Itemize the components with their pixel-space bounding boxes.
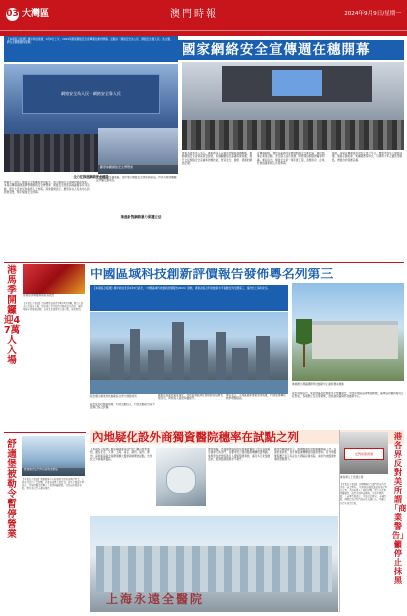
section-name: 大灣區: [22, 9, 50, 19]
side-story-1-caption: 香港馬季開鑼現場氣氛熱烈: [23, 294, 55, 297]
subhead-protection: 推進針對網絡暴力保護立法: [120, 215, 162, 219]
side-story-2-title[interactable]: 舒適堡被勒令暫停營業: [7, 439, 17, 540]
secondary-photo[interactable]: [98, 128, 178, 174]
section-divider: [4, 262, 404, 263]
expo-photo[interactable]: [182, 62, 404, 150]
expo-screen: [272, 70, 322, 96]
lab-glove: [166, 466, 196, 494]
hospital-photo[interactable]: [90, 516, 338, 612]
side-story-2-photo[interactable]: [22, 436, 85, 476]
story2-body-col2: 廣東在高新技術產業化、科技促進經濟社會發展等指標表現突出，研發投入強度持續提升。: [158, 394, 223, 401]
story3-body-col1: 【本報綜合報道】國家衛健委等部門近日聯合發布通知，擬在北京、天津、上海、南京、蘇州、福州、廣州、深圳和海南全島開展擴大醫療領域開放試點，允許設立外商獨資醫院。: [90, 448, 153, 462]
story2-caption-left: 報告顯示廣東科技創新綜合實力穩居前列: [90, 395, 137, 398]
side-story-1-body: 【本報綜合報道】香港賽馬會新馬季9月8日開鑼，吸引大批市民及旅客入場。馬會表示當日總投注額創近年新高，場內舉辦多項慶祝活動，包括文化表演及美食市集，氣氛熱烈。: [23, 302, 84, 312]
main-photo-caption: 全力任推進網絡安全建設: [73, 175, 109, 179]
tower: [232, 348, 248, 384]
side-story-2-caption: 舒適堡分店門外有消費者聚集: [22, 468, 85, 476]
tower: [130, 329, 140, 384]
tower: [148, 350, 164, 384]
city-skyline-photo[interactable]: [90, 312, 288, 394]
tower: [190, 340, 208, 384]
story3-body-col3: 廣州市衛健委表示，將積極做好試點相關準備工作，完善配套政策，為外資醫療機構落地提供便利。有外資醫療集團已表示有意在大灣區投資設院，看好內地醫療市場的發展潛力。: [274, 448, 337, 462]
side-divider: [4, 432, 86, 433]
tower: [110, 344, 124, 384]
main-body-col2: 博覽會設置多個展區，集中展示網絡安全技術與產品，市民可親身體驗反詐騙互動項目。: [96, 176, 177, 183]
story2-caption-right: 粵港澳大灣區國際科技創新中心建設穩步推進: [292, 383, 344, 386]
main-body-col1: 開幕式上發布了網絡安全相關政策和報告，展示網絡安全領域的最新成果。本屆宣傳週期間還將舉辦網絡安全博覽會、網絡安全技術高峰論壇等系列活動，吸引大量市民和業界人士參與。與會嘉賓表示，要堅持以人民為中心的發展思想，築牢網絡安全屏障。: [4, 181, 90, 195]
main-body-col4: 宣傳週期間，廣州各區將同步開展網絡安全進社區、進校園、進企業等活動，普及個人信息保護、防範電信網絡詐騙等知識。專家指出，網絡安全是一項系統工程，需要政府、企業、社會組織和個人共同參與。: [257, 152, 328, 166]
secondary-photo-caption: 觀眾參觀網絡安全博覽會: [98, 165, 178, 174]
issue-date: 2024年9月9日/星期一: [344, 11, 401, 17]
side-story-1-photo[interactable]: [23, 264, 85, 294]
side-story-3-photo[interactable]: [340, 432, 388, 474]
story2-body-col1: 報告從科技創新環境、科技活動投入、科技活動產出等方面進行綜合評價。: [90, 403, 155, 410]
story2-body-col3: 專家表示，大灣區創新要素加速集聚，科技成果轉化效率明顯提高。: [226, 394, 286, 401]
side-story-2-body: 【本報綜合報道】連鎖健身中心舒適堡突然宣布暫停營業，大批會員及員工受影響。消委會接獲大量投訴，涉及金額逾千萬港元。當局呼籲受影響人士保留相關單據，盡快向消委會求助，警方亦已介入調查事件。: [22, 478, 85, 491]
main-body-col3: 廣東省委負責人表示，廣東將深入貫徹落實網絡強國戰略，推動網絡安全產業高質量發展，加強關鍵信息基礎設施保護，提升全民網絡安全意識和防護技能，營造安全、健康、清朗的網絡空間。: [182, 152, 253, 166]
side-story-3-title[interactable]: 港各界反對美所謂「商業警告」籲停止抹黑: [390, 431, 407, 585]
tower: [216, 332, 226, 384]
expo-visitors: [182, 120, 404, 150]
palm-tree: [296, 319, 312, 367]
protest-banner: 反對抹黑香港: [344, 448, 384, 460]
main-lead: [4, 36, 178, 62]
side-story-3-caption: 港各界人士表達立場: [340, 476, 364, 479]
innovation-building: [312, 321, 398, 359]
main-body-col5: 據悉，本屆宣傳週還首次設立青少年日，聚焦未成年人網絡保護，通過主題班會、知識競賽等形式，引導青少年正確使用網絡，增強自我保護意識。: [332, 152, 403, 162]
main-headline[interactable]: 國家網絡安全宣傳週在穗開幕: [182, 42, 371, 58]
side-story-3-body: 【本報綜合報道】美國國務院等部門發布所謂香港「商業警告」，特區政府強烈譴責並表示堅決反對。香港各界人士紛紛發聲，指美方此舉罔顧事實、抹黑香港營商環境，干涉中國內政。工商界代表表示，香港法治健全、市場開放，國際投資者對香港前景充滿信心，呼籲美方停止抹黑行為。: [340, 483, 388, 505]
story3-body-col2: 通知明確，外商獨資醫院的設置審批權限下放至省級衛生健康行政部門，並要求符合當地醫療機構設置規劃。業界認為此舉有助引入優質醫療資源，滿足多元化醫療需求，促進醫療服務水平提升。: [208, 448, 271, 462]
stage-text: 網絡安全為人民 · 網絡安全靠人民: [61, 91, 121, 96]
hospital-facade: [96, 546, 332, 592]
story2-headline[interactable]: 中國區域科技創新評價報告發佈粵名列第三: [90, 268, 334, 282]
main-lead-text: 【本報綜合報道】據中新社報道，9月8日上午，2024年國家網絡安全宣傳週在廣州開幕。活動以「網絡安全為人民、網絡安全靠人民」為主題，將在全國範圍內展開。: [7, 38, 173, 45]
tower: [256, 336, 270, 384]
header-rule: [0, 30, 407, 31]
newspaper-name: 澳門時報: [170, 9, 218, 20]
lab-photo[interactable]: [156, 448, 206, 506]
side-story-1-title[interactable]: 港馬季開鑼迎47萬人入場: [3, 265, 21, 366]
page-number: 03: [6, 9, 19, 19]
story2-body-col4: 報告同時指出，東部地區科技創新水平整體領先，中西部地區追趕勢頭明顯，區域協同創新格局正在形成，各地應立足自身優勢，加快建設區域科技創新中心。: [292, 392, 404, 399]
story3-headline[interactable]: 內地疑化設外商獨資醫院穗率在試點之列: [92, 430, 299, 444]
river: [90, 380, 288, 394]
story2-lead: 【本報綜合報道】據中新社北京9月8日消息，《中國區域科技創新評價報告2024》發佈，廣東省綜合科技創新水平指數位列全國第三，僅次於上海和北京。: [90, 285, 288, 311]
innovation-center-photo[interactable]: [292, 283, 404, 381]
tower: [172, 322, 184, 384]
hospital-sign: 上海永遠全醫院: [106, 592, 205, 606]
